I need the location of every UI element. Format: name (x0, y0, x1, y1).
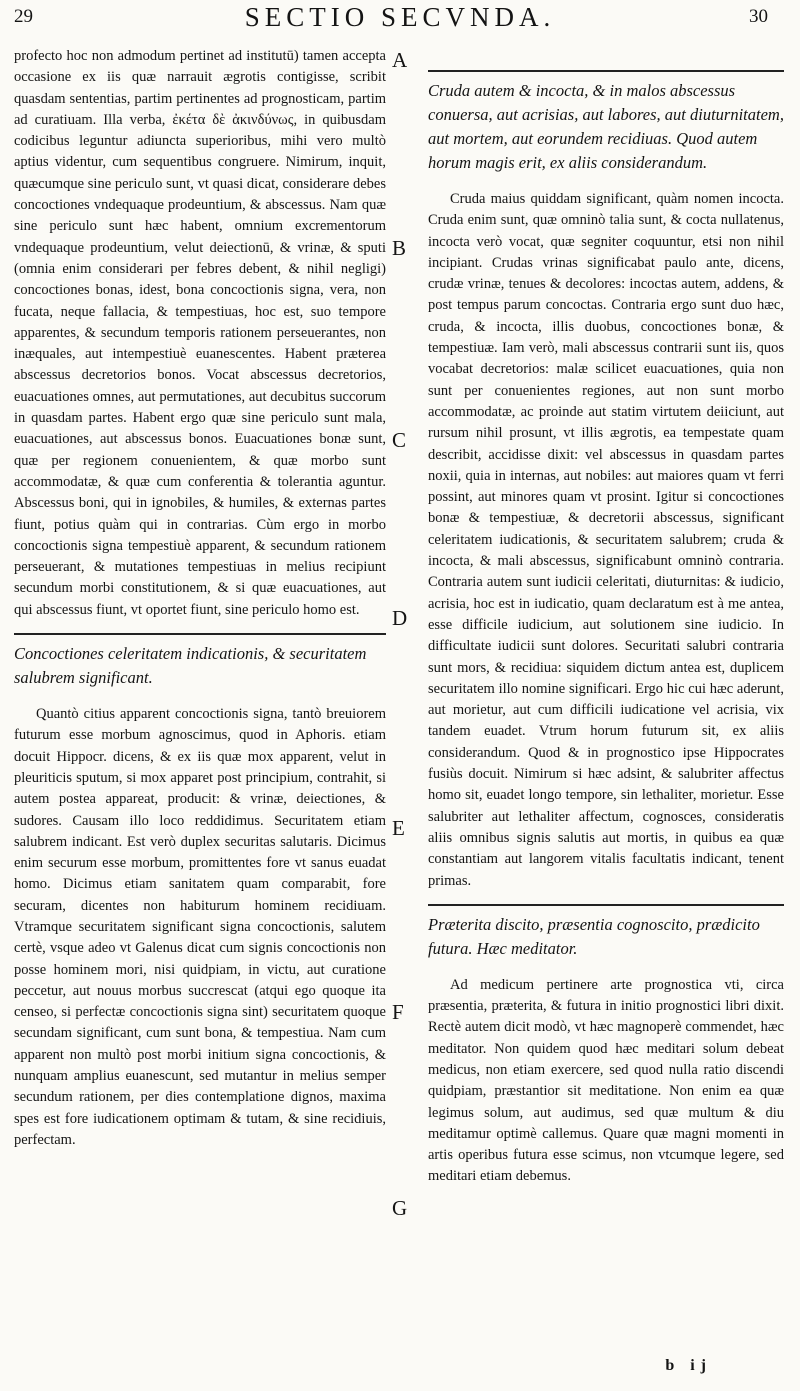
right-paragraph-1: Cruda maius quiddam significant, quàm nomen incocta. Cruda enim sunt, quæ omninò talia sunt, & cocta nullatenus, incocta verò vocat, quæ segniter coquuntur, etsi non nihil incipiant. Crudas vrinas significabat paulo ante, dicens, crudæ vrinæ, tenues & decolores: incoctas autem, addens, & post tempus parum concoctas. Contraria ergo sunt duo hæc, cruda, & incocta, illis duobus, concoctiones bonæ, & tempestiuæ. Iam verò, mali abscessus contrarii sunt iis, quos vocabat decretorios: malæ scilicet euacuationes, quia non sunt per conuenientes regiones, aut non sunt morbo accommodatæ, ac proinde aut statim virtutem deiiciunt, aut rursum nihil prosunt, vt illis ægrotis, ea tempestate quam describit, accidisse dixit: vel abscessus in quasdam partes noxii, quia in internas, aut nobiles: aut maiores quam vt ferri possint, aut minores quam vt prosint. Igitur si concoctiones bonæ & tempestiuæ, & decretorii abscessus, significant celeritatem iudicationis, & securitatem salubrem; cruda & incocta, & mali abscessus, significabunt omninò contraria. Contraria autem sunt iudicii celeritati, diuturnitas: & iudicio, acrisia, hoc est in iudicatio, quam declaratum est à me antea, esse difficile iudicium, aut solutionem sine iudicio. In difficultate iudicii sunt dolores. Securitati salubri contraria sunt mors, & recidiua: siquidem dictum antea est, duplicem securitatem illo nomine significari. Ergo hic cui hæc aderunt, aut morietur, aut cum difficili iudicatione vel acrisia, vix tandem euadet. Vtrum horum futurum sit, ex aliis considerandum. Quod & in prognostico ipse Hippocrates fusiùs docuit. Nimirum si hæc adsint, & salubriter affectus homo sit, euadet longo tempore, sin lethaliter, morietur. Esse salubriter aut lethaliter affectum, cognosces, consideratis aliis omnibus signis salutis aut mortis, in quibus ea quæ constantiam aut langorem vitalis facultatis indicant, tenent primas. (428, 191, 784, 889)
margin-marker-c: C (392, 428, 407, 452)
margin-marker-e: E (392, 816, 405, 840)
section-divider (428, 904, 784, 907)
page-header (0, 0, 800, 46)
left-paragraph-2: Quantò citius apparent concoctionis signa, tantò breuiorem futurum esse morbum agnoscimus, quod in Aphoris. etiam docuit Hippocr. dicens, & ex iis quæ mox apparent, velut in pleuriticis sputum, si mox apparet post principium, contrahit, si autem postea appareat, producit: & vrinæ, deiectiones, & sudores. Causam illo loco reddidimus. Securitatem etiam salubrem indicant. Est verò duplex securitas salutaris. Dicimus enim securum esse morbum, promittentes fore vt sanus euadat homo. Dicimus etiam sanitatem quam comparabit, fore securam, dicentes non habiturum hominem recidiuam. Vtramque securitatem significant signa concoctionis, salutem certè, vsque adeo vt Galenus dicat cum signis concoctionis non posse hominem mori, nisi quidpiam, in victu, aut curatione peccetur, aut nouus morbus succrescat (atqui ego quoque ita censeo, si perfectæ concoctionis signa sint) securitatem quoque secundam significant, cum sunt bona, & tempestiua. Nam cum apparent non multò post morbi initium signa concoctionis, & nunquam amplius euanescunt, sed mutantur in melius semper secundum rationem, per dies contemplatione dignos, maxima spes est fore iudicationem optimam & tutam, & sine recidiuis, perfectam. (14, 706, 386, 1148)
running-title: SECTIO SECVNDA. (244, 2, 556, 32)
margin-marker-g: G (392, 1196, 408, 1220)
section-divider (428, 70, 784, 73)
lemma-concoctiones: Concoctiones celeritatem indicationis, & securitatem salubrem significant. (14, 644, 367, 688)
left-column (14, 46, 386, 1151)
margin-marker-f: F (392, 1000, 404, 1024)
margin-marker-a: A (392, 48, 408, 72)
page-number-left: 29 (14, 6, 33, 27)
margin-marker-b: B (392, 236, 407, 260)
margin-marker-d: D (392, 606, 408, 630)
page-number-right: 30 (749, 6, 768, 27)
section-divider (14, 633, 386, 636)
right-paragraph-2: Ad medicum pertinere arte prognostica vti, circa præsentia, præterita, & futura in initio prognostici libri dixit. Rectè autem dicit modò, vt hæc magnoperè commendet, hæc meditator. Non quidem quod hæc meditari solum debeat medicus, non etiam exercere, sed quod nulla ratio discendi quidpiam, præstantior sit meditatione. Non enim ea quæ legimus solum, aut audimus, sed quæ multum & diu meditamur optimè callemus. Quare quæ magni momenti in artis operibus futura esse scimus, non vtcumque legere, sed meditari etiam debemus. (428, 976, 784, 1185)
right-column (428, 58, 784, 1188)
lemma-cruda: Cruda autem & incocta, & in malos abscessus conuersa, aut acrisias, aut labores, aut diuturnitatem, aut mortem, aut eorundem recidiuas. Quod autem horum magis erit, ex aliis considerandum. (428, 81, 784, 172)
signature-mark: b ij (665, 1357, 712, 1374)
lemma-praeterita: Præterita discito, præsentia cognoscito, prædicito futura. Hæc meditator. (428, 914, 760, 958)
page-footer (0, 1351, 800, 1391)
left-paragraph-1: profecto hoc non admodum pertinet ad institutū) tamen accepta occasione ex iis quæ narrauit ægrotis contigisse, scribit quasdam sententias, partim pertinentes ad prognosticam, partim ad curatiuam. Illa verba, ἐκέτα δὲ ἀκινδύνως, in quibusdam codicibus leguntur adiuncta superioribus, mihi vero multò aptius videntur, cum sequentibus congruere. Nimirum, inquit, quæcumque sine periculo sunt, vt quasi dicat, considerare debes concoctiones vndequaque prodeuntium, & abscessus. Nam quæ sine periculo sunt hæc habent, omnium excrementorum vndequaque prodeuntium, velut deiectionū, & vrinæ, & sputi (omnia enim considerari per febres debent, & nihil negligi) concoctiones bonas, idest, bona concoctionis signa, vera, non fucata, neque fallacia, & tempestiuas, hoc est, suo tempore apparentes, & secundum temporis rationem perseuerantes, non inæquales, aut intempestiuè euanescentes. Habent præterea abscessus decretorios bonos. Vocat abscessus decretorios, euacuationes omnes, aut permutationes, aut decubitus succorum in quasdam partes. Habent ergo quæ sine periculo sunt mala, euacuationes, aut abscessus bonos. Euacuationes bonæ sunt, quæ per regionem conuenientem, & quæ morbo sunt accommodatæ, & quæ cum conferentia & tolerantia aguntur. Abscessus boni, qui in ignobiles, & humiles, & externas partes fiunt, potius quàm qui in contrarias. Cùm ergo in morbo concoctionis signa tempestiuè apparent, & secundum rationem perseuerant, & mutationes tempestiuas in melius recipiunt secundum morbi constitutionem, & si quæ euacuationes, aut qui abscessus fiunt, vt oportet fiunt, sine periculo homo est. (14, 48, 386, 618)
